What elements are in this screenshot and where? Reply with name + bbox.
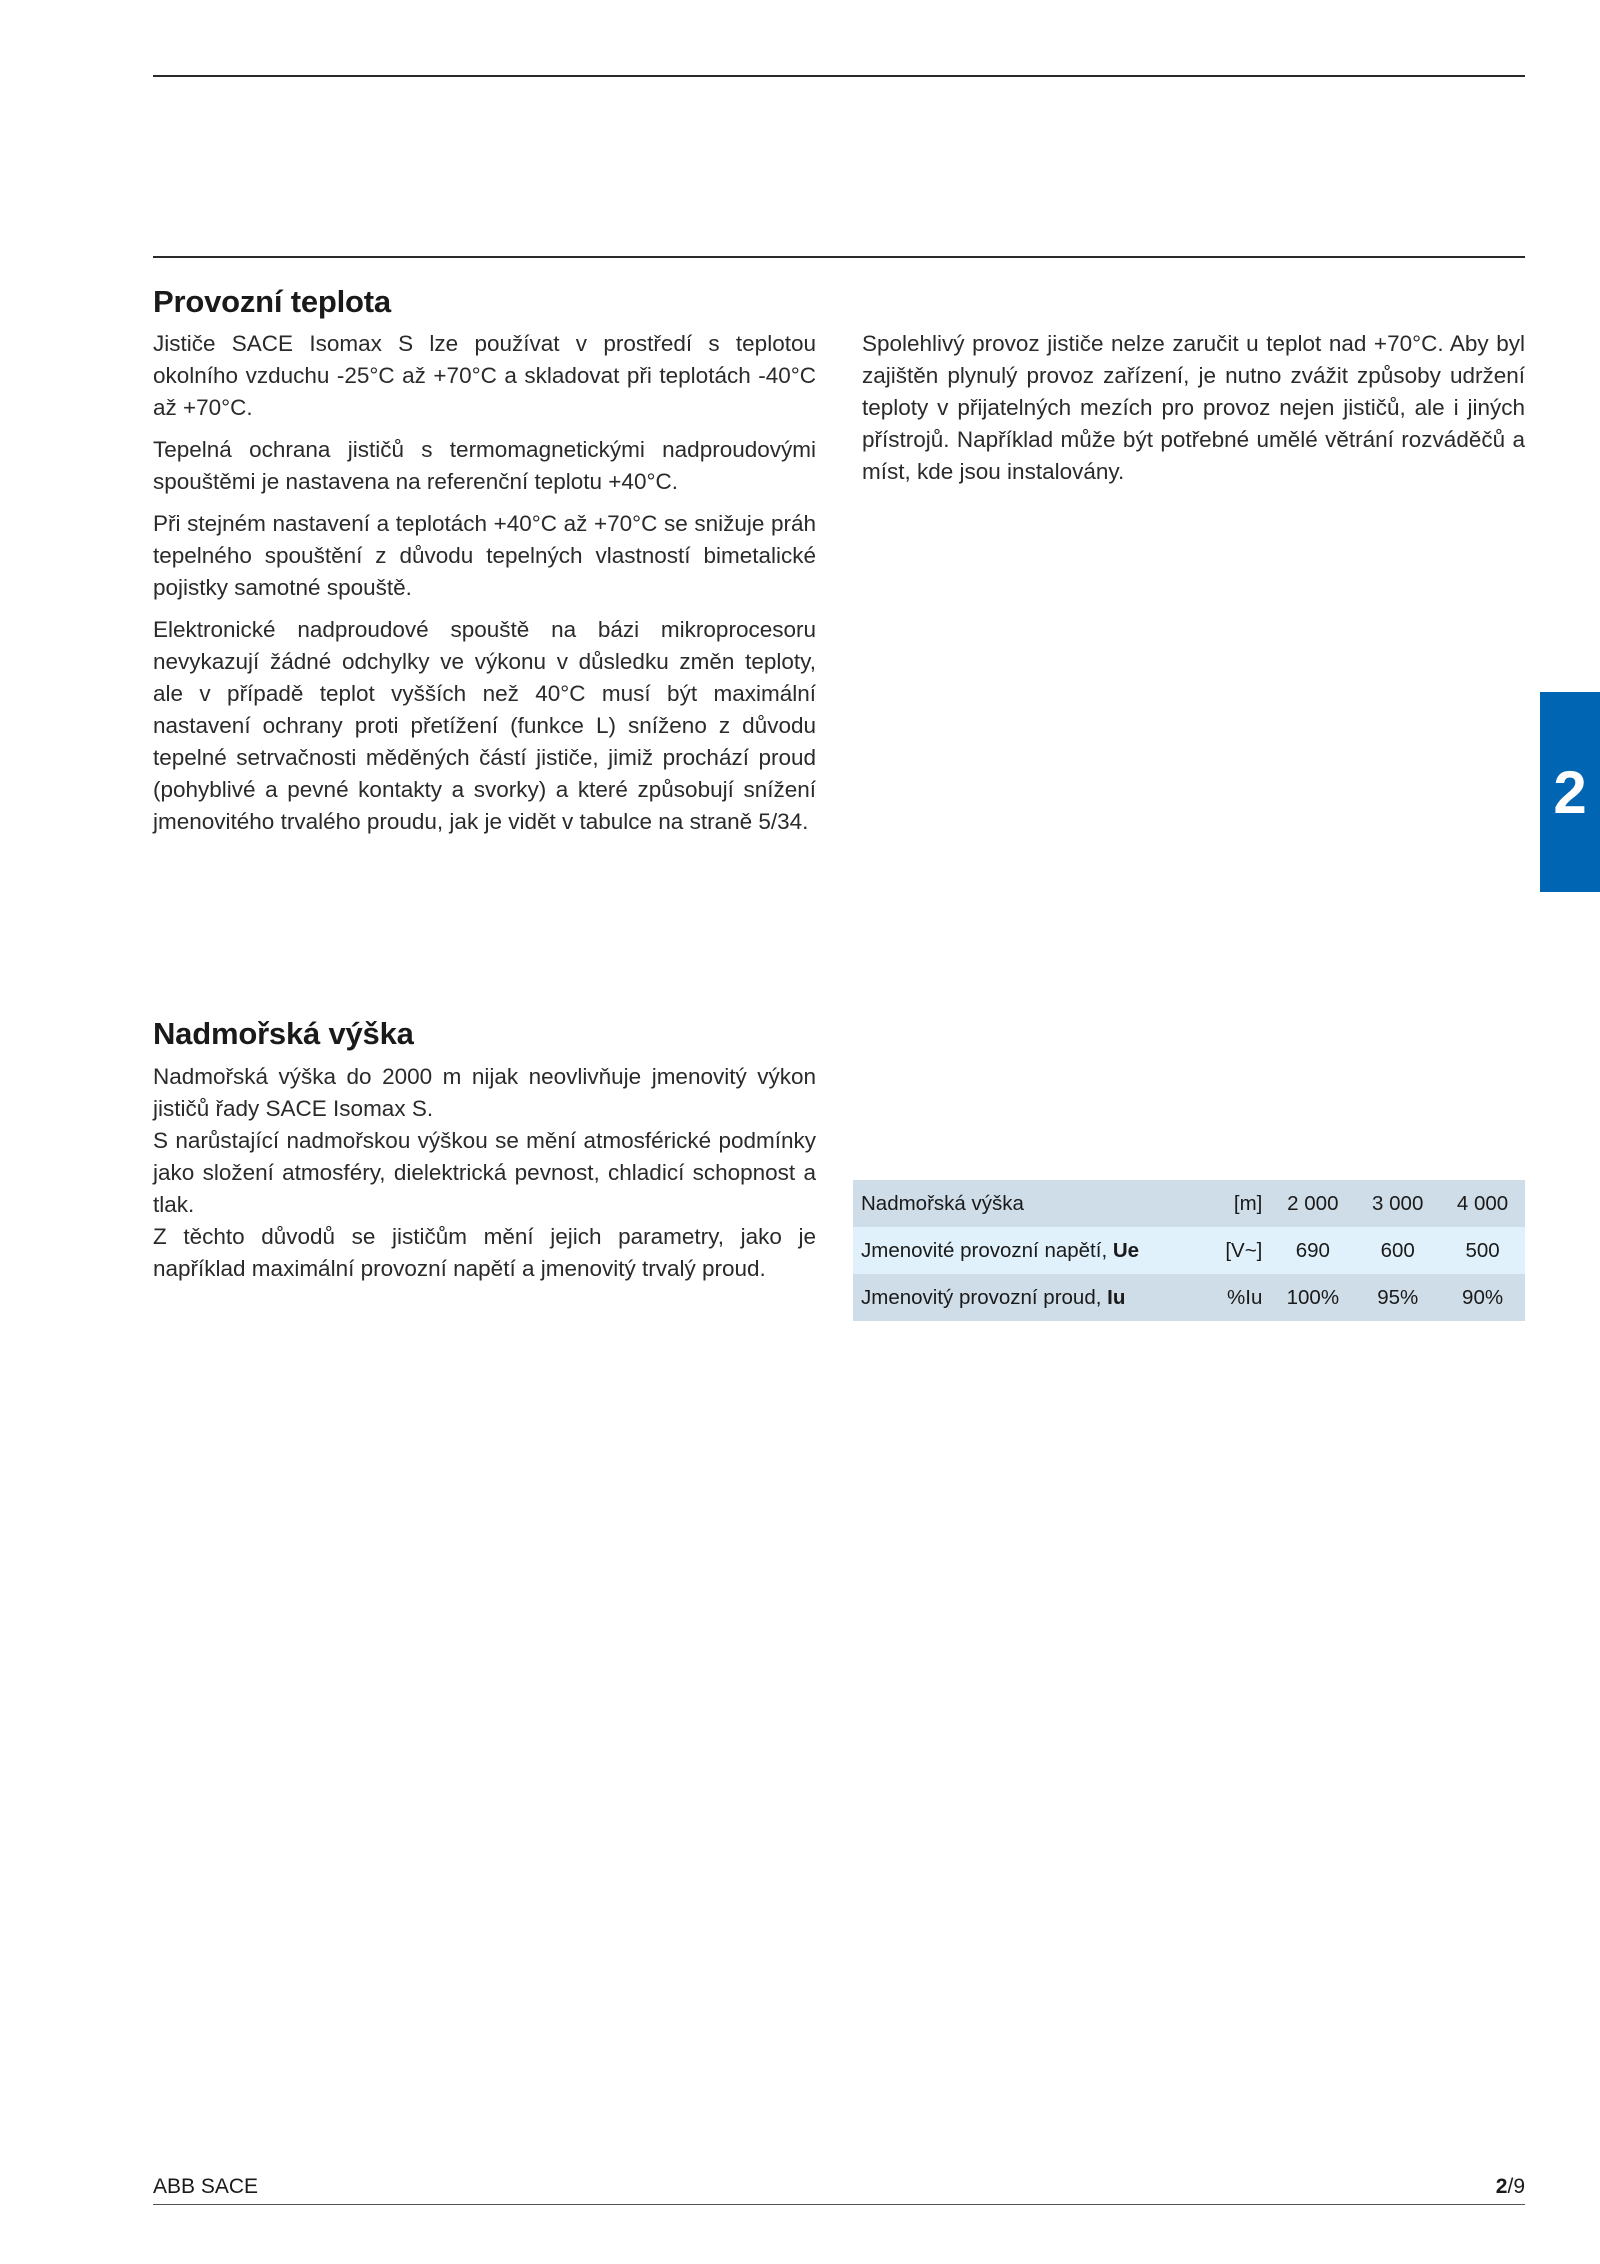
altitude-table (853, 1180, 1525, 1321)
section-rule (153, 256, 1525, 258)
row-label: Nadmořská výška (861, 1191, 1024, 1215)
paragraph: Tepelná ochrana jističů s termomagnetickými nadproudovými spouštěmi je nastavena na referenční teplotu +40°C. (153, 437, 816, 494)
paragraph: Z těchto důvodů se jističům mění jejich parametry, jako je například maximální provozní napětí a jmenovitý trvalý proud. (153, 1224, 816, 1281)
row-unit: [V~] (1225, 1238, 1263, 1262)
altitude-column (153, 1061, 816, 1285)
chapter-tab: 2 (1540, 692, 1600, 892)
cell-value: 690 (1295, 1238, 1330, 1262)
table-row (853, 1274, 1525, 1321)
header-rule (153, 75, 1525, 77)
temperature-right-column (862, 328, 1525, 498)
section-title-temperature: Provozní teplota (153, 284, 391, 319)
paragraph: S narůstající nadmořskou výškou se mění atmosférické podmínky jako složení atmosféry, dielektrická pevnost, chladicí schopnost a tlak. (153, 1128, 816, 1217)
footer-rule (153, 2204, 1525, 2205)
cell-value: 4 000 (1456, 1191, 1509, 1215)
table-row (853, 1227, 1525, 1274)
paragraph: Při stejném nastavení a teplotách +40°C až +70°C se snižuje práh tepelného spouštění z důvodu tepelných vlastností bimetalické pojistky samotné spouště. (153, 511, 816, 600)
cell-value: 100% (1286, 1285, 1340, 1309)
cell-value: 2 000 (1287, 1191, 1339, 1215)
paragraph: Spolehlivý provoz jističe nelze zaručit u teplot nad +70°C. Aby byl zajištěn plynulý provoz zařízení, je nutno zvážit způsoby udržení teploty v přijatelných mezích pro provoz nejen jističů, ale i jiných přístrojů. Například může být potřebné umělé větrání rozváděčů a míst, kde jsou instalovány. (862, 331, 1525, 484)
footer-page-number: 2/9 (1495, 2175, 1525, 2198)
row-label: Jmenovitý provozní proud, Iu (861, 1285, 1126, 1309)
section-title-altitude: Nadmořská výška (153, 1016, 414, 1051)
cell-value: 95% (1377, 1285, 1419, 1309)
temperature-left-column (153, 328, 816, 848)
row-unit: %Iu (1227, 1285, 1263, 1309)
table-row (853, 1180, 1525, 1227)
paragraph: Elektronické nadproudové spouště na bázi mikroprocesoru nevykazují žádné odchylky ve výkonu v důsledku změn teploty, ale v případě teplot vyšších než 40°C musí být maximální nastavení ochrany proti přetížení (funkce L) sníženo z důvodu tepelné setrvačnosti měděných částí jističe, jimiž prochází proud (pohyblivé a pevné kontakty a svorky) a které způsobují snížení jmenovitého trvalého proudu, jak je vidět v tabulce na straně 5/34. (153, 617, 816, 834)
paragraph: Jističe SACE Isomax S lze používat v prostředí s teplotou okolního vzduchu -25°C až +70°C a skladovat při teplotách -40°C až +70°C. (153, 331, 816, 420)
row-label: Jmenovité provozní napětí, Ue (861, 1238, 1140, 1262)
paragraph: Nadmořská výška do 2000 m nijak neovlivňuje jmenovitý výkon jističů řady SACE Isomax S. (153, 1064, 816, 1121)
cell-value: 90% (1462, 1285, 1504, 1309)
cell-value: 500 (1465, 1238, 1500, 1262)
cell-value: 600 (1380, 1238, 1415, 1262)
footer-company: ABB SACE (153, 2175, 259, 2198)
row-unit: [m] (1233, 1191, 1263, 1215)
cell-value: 3 000 (1372, 1191, 1424, 1215)
